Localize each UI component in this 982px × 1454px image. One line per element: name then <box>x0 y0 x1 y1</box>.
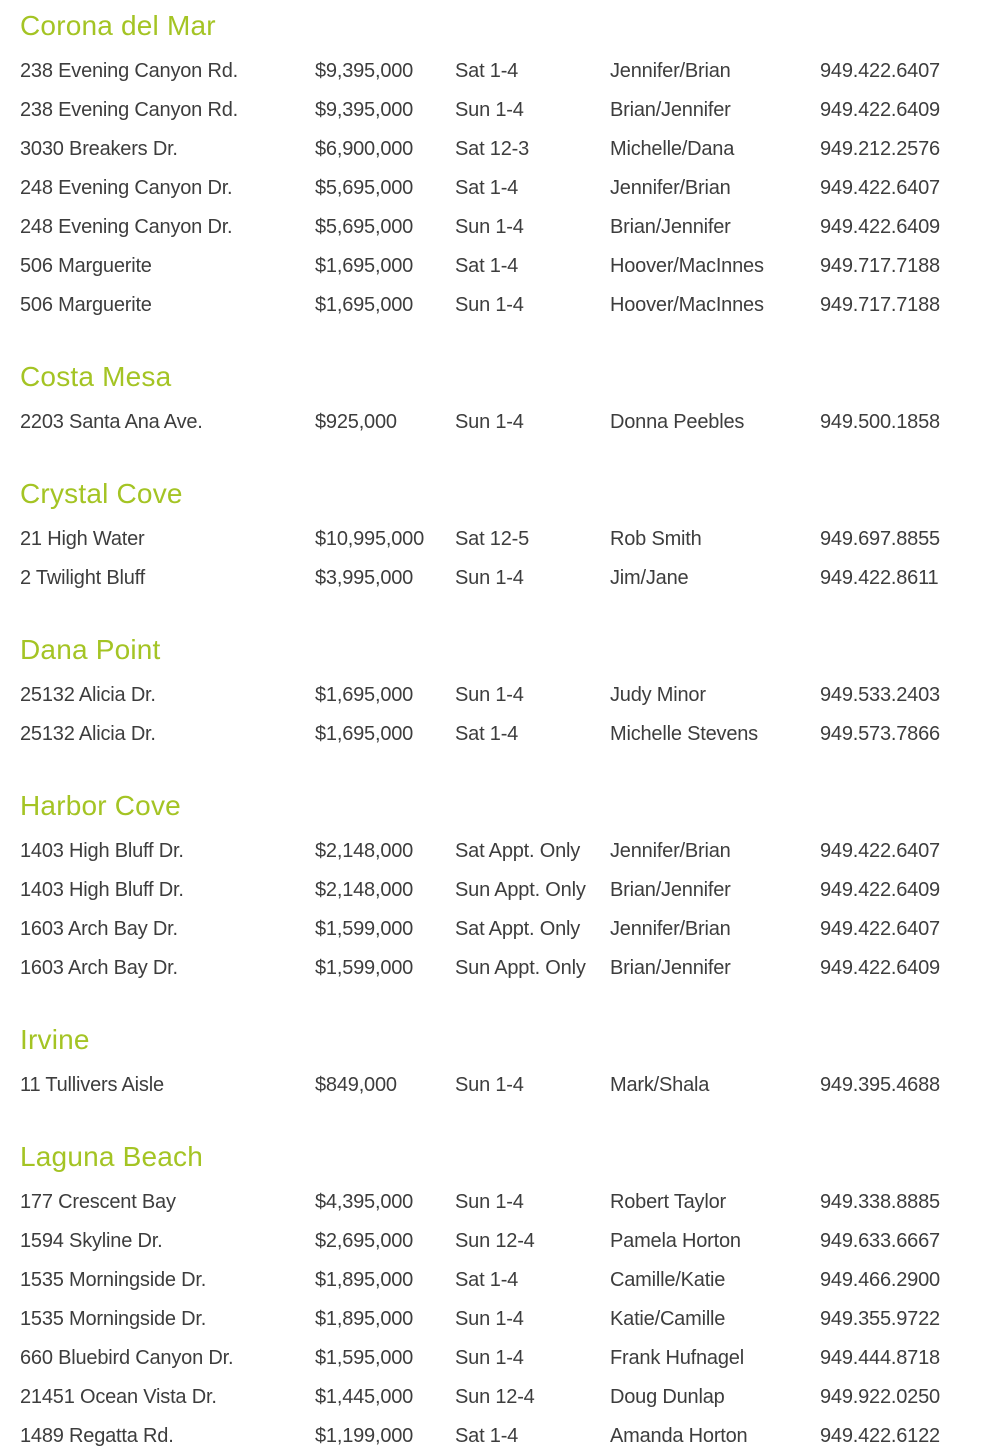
listing-rows <box>20 1183 962 1454</box>
listing-time: Sat 1-4 <box>455 1425 519 1447</box>
city-section <box>20 6 962 325</box>
listing-phone: 949.444.8718 <box>820 1347 940 1369</box>
listing-price: $1,599,000 <box>315 918 414 940</box>
listing-row <box>20 1417 962 1454</box>
city-section <box>20 786 962 988</box>
listing-time: Sat 1-4 <box>455 1269 519 1291</box>
listing-price: $1,695,000 <box>315 255 414 277</box>
listing-row <box>20 559 962 598</box>
listing-agent: Hoover/MacInnes <box>610 255 764 277</box>
listing-agent: Donna Peebles <box>610 411 745 433</box>
listing-agent: Brian/Jennifer <box>610 216 731 238</box>
listing-phone: 949.466.2900 <box>820 1269 940 1291</box>
city-heading: Laguna Beach <box>20 1141 204 1172</box>
listing-time: Sun 12-4 <box>455 1230 535 1252</box>
listing-time: Sun 1-4 <box>455 99 524 121</box>
listing-agent: Brian/Jennifer <box>610 99 731 121</box>
listing-address: 238 Evening Canyon Rd. <box>20 99 238 121</box>
listing-price: $1,695,000 <box>315 684 414 706</box>
listing-agent: Doug Dunlap <box>610 1386 725 1408</box>
listing-row <box>20 715 962 754</box>
listing-address: 1489 Regatta Rd. <box>20 1425 174 1447</box>
listing-row <box>20 676 962 715</box>
listing-address: 660 Bluebird Canyon Dr. <box>20 1347 234 1369</box>
listing-address: 21451 Ocean Vista Dr. <box>20 1386 217 1408</box>
listing-agent: Jim/Jane <box>610 567 689 589</box>
listing-row <box>20 1183 962 1222</box>
city-section <box>20 357 962 442</box>
listing-address: 1403 High Bluff Dr. <box>20 879 184 901</box>
listing-agent: Jennifer/Brian <box>610 840 731 862</box>
listing-rows <box>20 676 962 754</box>
listing-price: $4,395,000 <box>315 1191 414 1213</box>
listing-agent: Frank Hufnagel <box>610 1347 744 1369</box>
listing-address: 25132 Alicia Dr. <box>20 723 156 745</box>
listing-row <box>20 247 962 286</box>
listing-price: $2,695,000 <box>315 1230 414 1252</box>
listing-address: 3030 Breakers Dr. <box>20 138 178 160</box>
listing-agent: Brian/Jennifer <box>610 957 731 979</box>
listing-time: Sat 1-4 <box>455 723 519 745</box>
listing-address: 506 Marguerite <box>20 255 152 277</box>
listing-price: $1,599,000 <box>315 957 414 979</box>
listing-time: Sun 1-4 <box>455 411 524 433</box>
listing-phone: 949.500.1858 <box>820 411 940 433</box>
listing-row <box>20 1300 962 1339</box>
listing-address: 21 High Water <box>20 528 145 550</box>
listing-address: 506 Marguerite <box>20 294 152 316</box>
listing-time: Sun 1-4 <box>455 1191 524 1213</box>
listing-phone: 949.338.8885 <box>820 1191 940 1213</box>
listing-agent: Michelle/Dana <box>610 138 735 160</box>
listing-row <box>20 871 962 910</box>
city-heading: Dana Point <box>20 634 161 665</box>
listing-phone: 949.422.6409 <box>820 216 940 238</box>
listing-price: $6,900,000 <box>315 138 414 160</box>
listing-row <box>20 208 962 247</box>
listing-price: $1,595,000 <box>315 1347 414 1369</box>
listing-price: $1,895,000 <box>315 1308 414 1330</box>
listing-time: Sat 1-4 <box>455 255 519 277</box>
listing-row <box>20 286 962 325</box>
listing-agent: Amanda Horton <box>610 1425 748 1447</box>
listing-address: 1603 Arch Bay Dr. <box>20 957 178 979</box>
listing-address: 248 Evening Canyon Dr. <box>20 216 233 238</box>
listing-time: Sun 1-4 <box>455 684 524 706</box>
listing-agent: Hoover/MacInnes <box>610 294 764 316</box>
listing-phone: 949.573.7866 <box>820 723 940 745</box>
listing-rows <box>20 520 962 598</box>
listing-address: 1535 Morningside Dr. <box>20 1308 207 1330</box>
listing-rows <box>20 52 962 325</box>
listing-price: $3,995,000 <box>315 567 414 589</box>
city-section <box>20 474 962 598</box>
listing-agent: Rob Smith <box>610 528 702 550</box>
listing-agent: Pamela Horton <box>610 1230 741 1252</box>
listing-time: Sat 1-4 <box>455 177 519 199</box>
listing-address: 1594 Skyline Dr. <box>20 1230 163 1252</box>
listing-address: 2203 Santa Ana Ave. <box>20 411 203 433</box>
listing-row <box>20 910 962 949</box>
listing-rows <box>20 832 962 988</box>
city-section <box>20 630 962 754</box>
listing-time: Sat 12-3 <box>455 138 530 160</box>
listing-time: Sun 12-4 <box>455 1386 535 1408</box>
listing-phone: 949.395.4688 <box>820 1074 940 1096</box>
listing-phone: 949.533.2403 <box>820 684 940 706</box>
listing-time: Sun 1-4 <box>455 567 524 589</box>
listing-time: Sat Appt. Only <box>455 918 581 940</box>
listing-price: $1,695,000 <box>315 294 414 316</box>
listing-price: $925,000 <box>315 411 397 433</box>
listing-phone: 949.422.6407 <box>820 840 940 862</box>
listing-price: $2,148,000 <box>315 879 414 901</box>
listing-agent: Jennifer/Brian <box>610 918 731 940</box>
city-heading: Crystal Cove <box>20 478 183 509</box>
listing-price: $1,695,000 <box>315 723 414 745</box>
listing-price: $5,695,000 <box>315 177 414 199</box>
listing-phone: 949.422.6407 <box>820 177 940 199</box>
listing-time: Sun 1-4 <box>455 216 524 238</box>
listing-row <box>20 91 962 130</box>
listing-address: 1603 Arch Bay Dr. <box>20 918 178 940</box>
city-section <box>20 1137 962 1454</box>
listing-price: $2,148,000 <box>315 840 414 862</box>
listing-row <box>20 1261 962 1300</box>
listing-row <box>20 949 962 988</box>
listing-phone: 949.717.7188 <box>820 294 940 316</box>
listing-phone: 949.697.8855 <box>820 528 940 550</box>
listing-time: Sat 1-4 <box>455 60 519 82</box>
listing-phone: 949.922.0250 <box>820 1386 940 1408</box>
listing-address: 1535 Morningside Dr. <box>20 1269 207 1291</box>
listing-price: $5,695,000 <box>315 216 414 238</box>
listing-row <box>20 1339 962 1378</box>
listing-phone: 949.422.6409 <box>820 99 940 121</box>
listing-address: 248 Evening Canyon Dr. <box>20 177 233 199</box>
listing-price: $849,000 <box>315 1074 397 1096</box>
listing-row <box>20 520 962 559</box>
listing-row <box>20 169 962 208</box>
city-heading: Harbor Cove <box>20 790 181 821</box>
city-section <box>20 1020 962 1105</box>
listing-agent: Robert Taylor <box>610 1191 726 1213</box>
listing-row <box>20 52 962 91</box>
listing-agent: Camille/Katie <box>610 1269 726 1291</box>
listing-time: Sun Appt. Only <box>455 879 586 901</box>
listing-price: $9,395,000 <box>315 60 414 82</box>
listing-agent: Jennifer/Brian <box>610 60 731 82</box>
listing-row <box>20 1378 962 1417</box>
listing-time: Sun 1-4 <box>455 294 524 316</box>
listing-phone: 949.422.6407 <box>820 60 940 82</box>
listing-agent: Katie/Camille <box>610 1308 726 1330</box>
listing-address: 238 Evening Canyon Rd. <box>20 60 238 82</box>
listing-time: Sat Appt. Only <box>455 840 581 862</box>
listing-address: 2 Twilight Bluff <box>20 567 146 589</box>
listing-time: Sun Appt. Only <box>455 957 586 979</box>
listing-phone: 949.422.6407 <box>820 918 940 940</box>
listing-agent: Judy Minor <box>610 684 706 706</box>
listing-price: $1,445,000 <box>315 1386 414 1408</box>
listing-row <box>20 403 962 442</box>
listing-price: $1,895,000 <box>315 1269 414 1291</box>
listing-price: $9,395,000 <box>315 99 414 121</box>
listing-row <box>20 130 962 169</box>
listing-phone: 949.422.6409 <box>820 957 940 979</box>
listing-price: $10,995,000 <box>315 528 425 550</box>
listing-phone: 949.422.8611 <box>820 567 939 589</box>
listing-time: Sun 1-4 <box>455 1308 524 1330</box>
listing-phone: 949.633.6667 <box>820 1230 940 1252</box>
listing-phone: 949.717.7188 <box>820 255 940 277</box>
listing-time: Sat 12-5 <box>455 528 530 550</box>
city-heading: Costa Mesa <box>20 361 172 392</box>
listing-address: 25132 Alicia Dr. <box>20 684 156 706</box>
listing-agent: Jennifer/Brian <box>610 177 731 199</box>
listing-phone: 949.355.9722 <box>820 1308 940 1330</box>
listing-agent: Mark/Shala <box>610 1074 710 1096</box>
listing-address: 1403 High Bluff Dr. <box>20 840 184 862</box>
listing-agent: Brian/Jennifer <box>610 879 731 901</box>
listing-price: $1,199,000 <box>315 1425 414 1447</box>
listing-rows <box>20 403 962 442</box>
listing-phone: 949.422.6122 <box>820 1425 940 1447</box>
listing-address: 177 Crescent Bay <box>20 1191 176 1213</box>
listing-row <box>20 832 962 871</box>
listing-time: Sun 1-4 <box>455 1074 524 1096</box>
listing-agent: Michelle Stevens <box>610 723 758 745</box>
listing-row <box>20 1066 962 1105</box>
listing-address: 11 Tullivers Aisle <box>20 1074 164 1096</box>
listing-phone: 949.212.2576 <box>820 138 940 160</box>
listing-rows <box>20 1066 962 1105</box>
city-heading: Irvine <box>20 1024 90 1055</box>
listing-phone: 949.422.6409 <box>820 879 940 901</box>
listing-row <box>20 1222 962 1261</box>
listing-time: Sun 1-4 <box>455 1347 524 1369</box>
city-heading: Corona del Mar <box>20 10 216 41</box>
